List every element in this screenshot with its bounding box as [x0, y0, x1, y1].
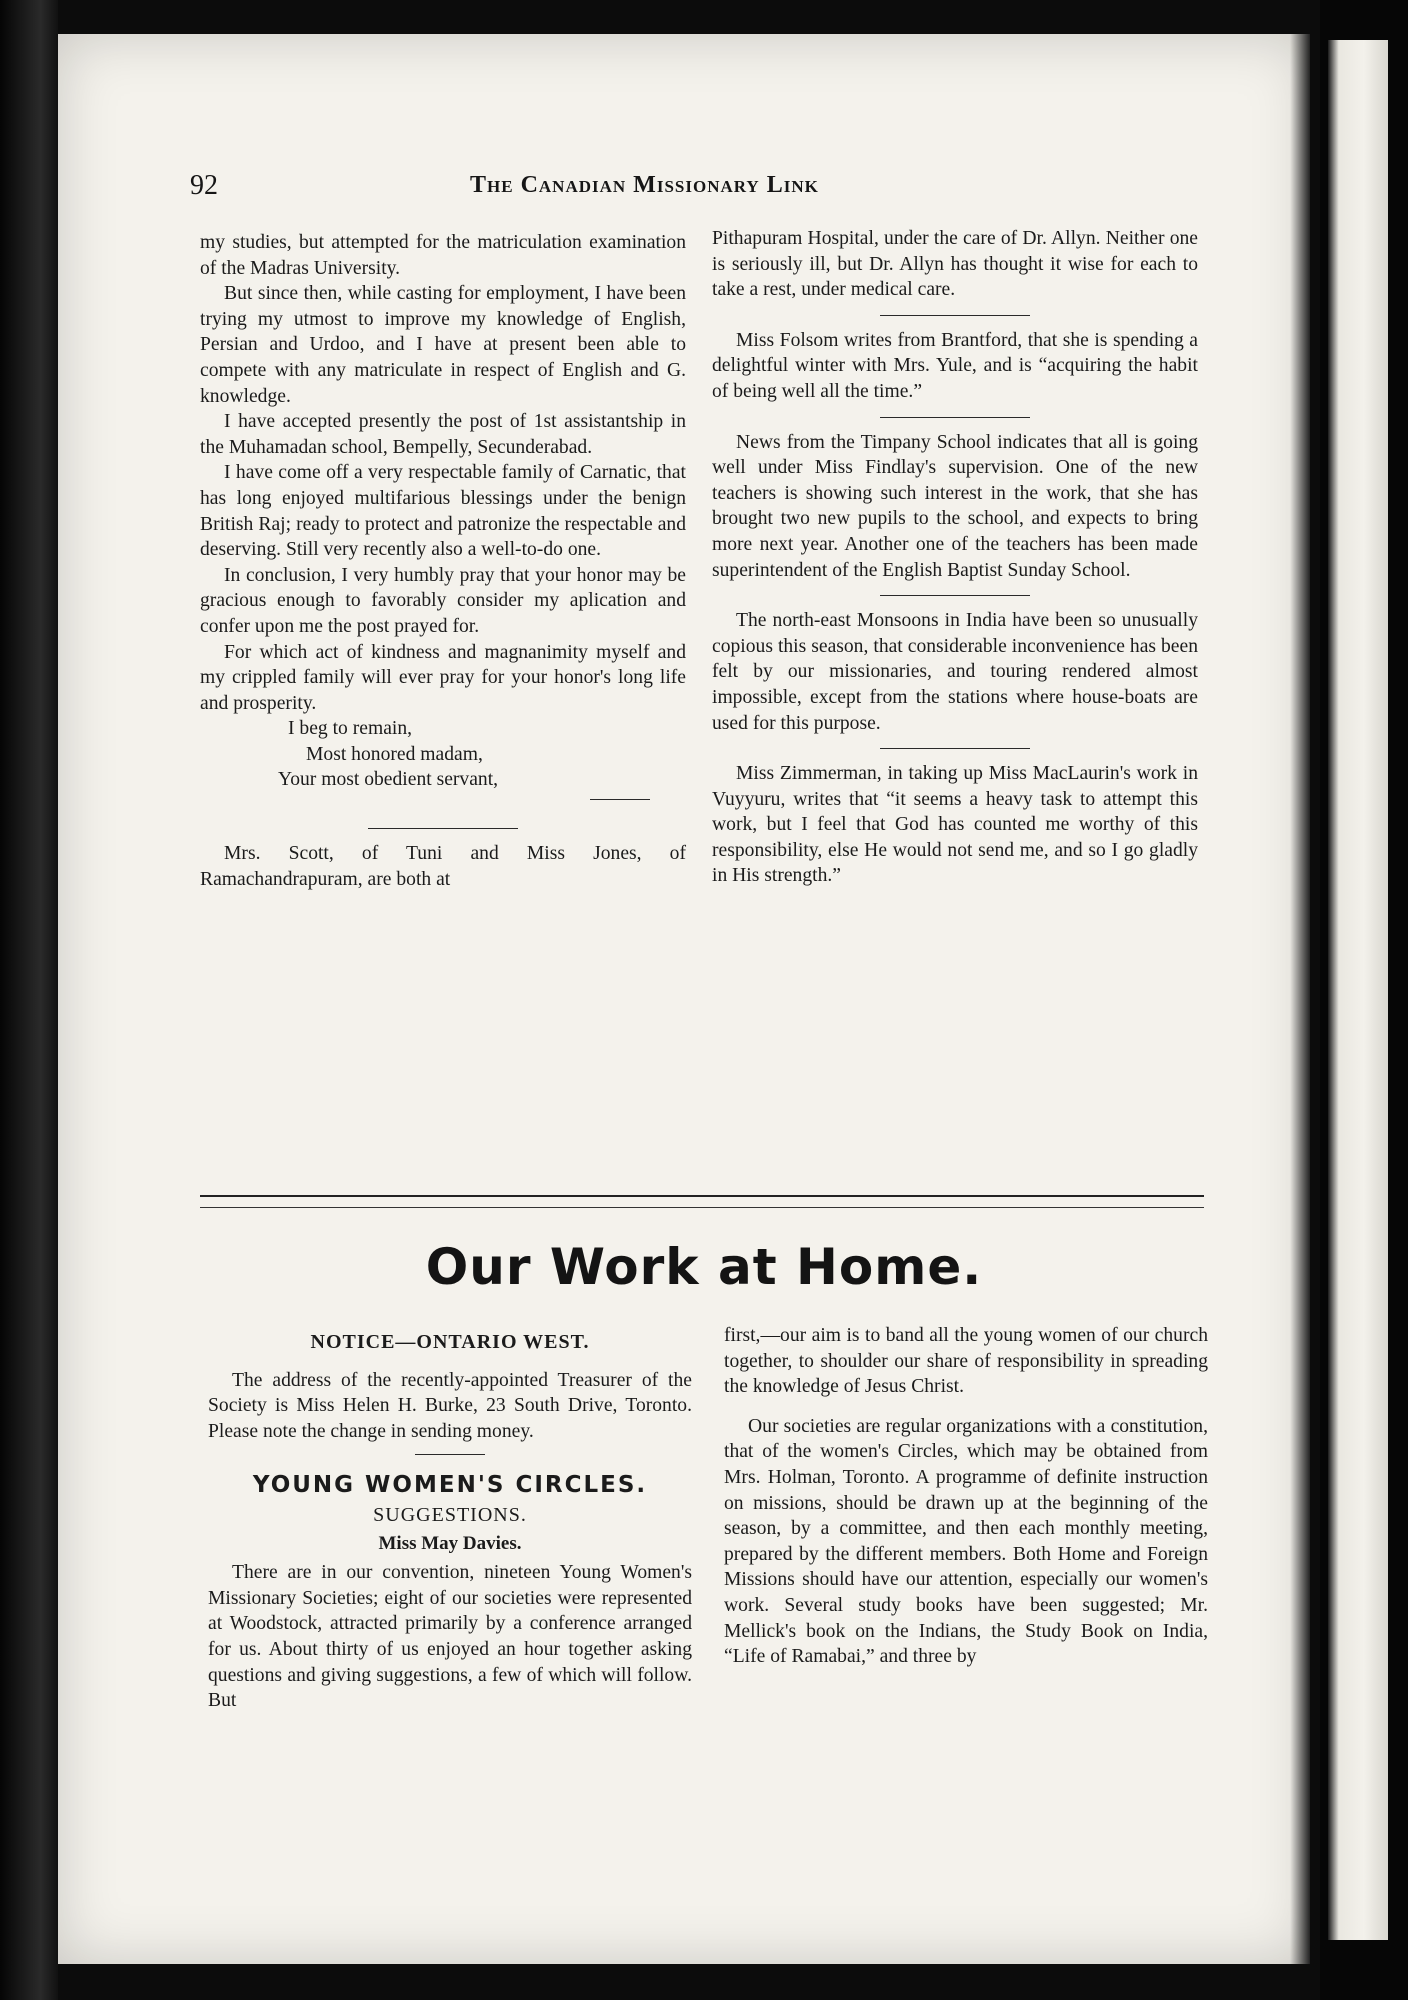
top-right-column	[712, 226, 1198, 889]
letter-paragraph: In conclusion, I very humbly pray that your honor may be gracious enough to favorably consider my aplication and confer upon me the post prayed for.	[200, 564, 686, 637]
scott-paragraph: Mrs. Scott, of Tuni and Miss Jones, of Ramachandrapuram, are both at	[200, 843, 686, 890]
hospital-paragraph: Pithapuram Hospital, under the care of Dr. Allyn. Neither one is seriously ill, but Dr. Allyn has thought it wise for each to take a rest, under medical care.	[712, 228, 1198, 301]
closing-line: I beg to remain,	[288, 718, 413, 740]
convention-paragraph: There are in our convention, nineteen Young Women's Missionary Societies; eight of our societies were represented at Woodstock, attracted primarily by a conference arranged for us. About thirty of us enjoyed an hour together asking questions and giving suggestions, a few of which will follow. But	[208, 1562, 692, 1712]
section-divider-rule	[200, 1195, 1204, 1208]
letter-paragraph: For which act of kindness and magnanimity myself and my crippled family will ever pray for your honor's long life and prosperity.	[200, 641, 686, 714]
aim-paragraph: first,—our aim is to band all the young women of our church together, to shoulder our share of responsibility in spreading the knowledge of Jesus Christ.	[724, 1325, 1208, 1398]
notice-heading: NOTICE—ONTARIO WEST.	[310, 1331, 590, 1353]
author-byline: Miss May Davies.	[378, 1532, 522, 1554]
letter-closing	[200, 716, 686, 793]
top-left-column	[200, 230, 686, 892]
signature-rule	[590, 799, 650, 800]
page-edge-shadow	[1290, 34, 1310, 1964]
divider-rule	[880, 315, 1030, 316]
page-number: 92	[190, 170, 218, 201]
divider-rule	[880, 417, 1030, 418]
scan-border-left	[0, 0, 58, 2000]
letter-paragraph: But since then, while casting for employment, I have been trying my utmost to improve my knowledge of English, Persian and Urdoo, and I have at present been able to compete with any matriculate in respect of English and G. knowledge.	[200, 283, 686, 407]
zimmerman-paragraph: Miss Zimmerman, in taking up Miss MacLaurin's work in Vuyyuru, writes that “it seems a heavy task to attempt this work, but I feel that God has counted me worthy of this responsibility, else He would not send me, and so I go gladly in His strength.”	[712, 763, 1198, 887]
divider-rule	[880, 595, 1030, 596]
divider-rule	[880, 748, 1030, 749]
divider-rule	[415, 1454, 485, 1455]
bottom-left-column	[208, 1330, 692, 1714]
closing-line: Your most obedient servant,	[278, 769, 499, 791]
timpany-paragraph: News from the Timpany School indicates that all is going well under Miss Findlay's supervision. One of the new teachers is showing such interest in the work, that she has brought two new pupils to the school, and expects to bring more next year. Another one of the teachers has been made superintendent of the English Baptist Sunday School.	[712, 431, 1198, 581]
notice-paragraph: The address of the recently-appointed Treasurer of the Society is Miss Helen H. Burke, 23 South Drive, Toronto. Please note the change in sending money.	[208, 1369, 692, 1442]
societies-paragraph: Our societies are regular organizations with a constitution, that of the women's Circles, which may be obtained from Mrs. Holman, Toronto. A programme of definite instruction on missions, should be drawn up at the beginning of the season, by a committee, and then each monthly meeting, prepared by the different members. Both Home and Foreign Missions should have our attention, especially our women's work. Several study books have been suggested; Mr. Mellick's book on the Indians, the Study Book on India, “Life of Ramabai,” and three by	[724, 1415, 1208, 1668]
letter-paragraph: I have come off a very respectable family of Carnatic, that has long enjoyed multifarious blessings under the benign British Raj; ready to protect and patronize the respectable and deserving. Still very recently also a well-to-do one.	[200, 462, 686, 561]
section-title: Our Work at Home.	[425, 1238, 983, 1296]
bottom-right-column	[724, 1323, 1208, 1670]
circles-heading: YOUNG WOMEN'S CIRCLES.	[252, 1472, 648, 1499]
facing-page-strip	[1328, 40, 1388, 1940]
divider-rule	[368, 828, 518, 829]
monsoon-paragraph: The north-east Monsoons in India have been so unusually copious this season, that considerable inconvenience has been felt by our missionaries, and touring rendered almost impossible, except from the stations where house-boats are used for this purpose.	[712, 610, 1198, 734]
journal-title: The Canadian Missionary Link	[470, 172, 819, 198]
folsom-paragraph: Miss Folsom writes from Brantford, that she is spending a delightful winter with Mrs. Yule, and is “acquiring the habit of being well all the time.”	[712, 329, 1198, 402]
letter-paragraph: I have accepted presently the post of 1st assistantship in the Muhamadan school, Bempelly, Secunderabad.	[200, 411, 686, 458]
closing-line: Most honored madam,	[306, 743, 483, 765]
letter-paragraph: my studies, but attempted for the matriculation examination of the Madras University.	[200, 232, 686, 279]
running-header	[190, 170, 950, 210]
suggestions-heading: SUGGESTIONS.	[373, 1503, 527, 1526]
